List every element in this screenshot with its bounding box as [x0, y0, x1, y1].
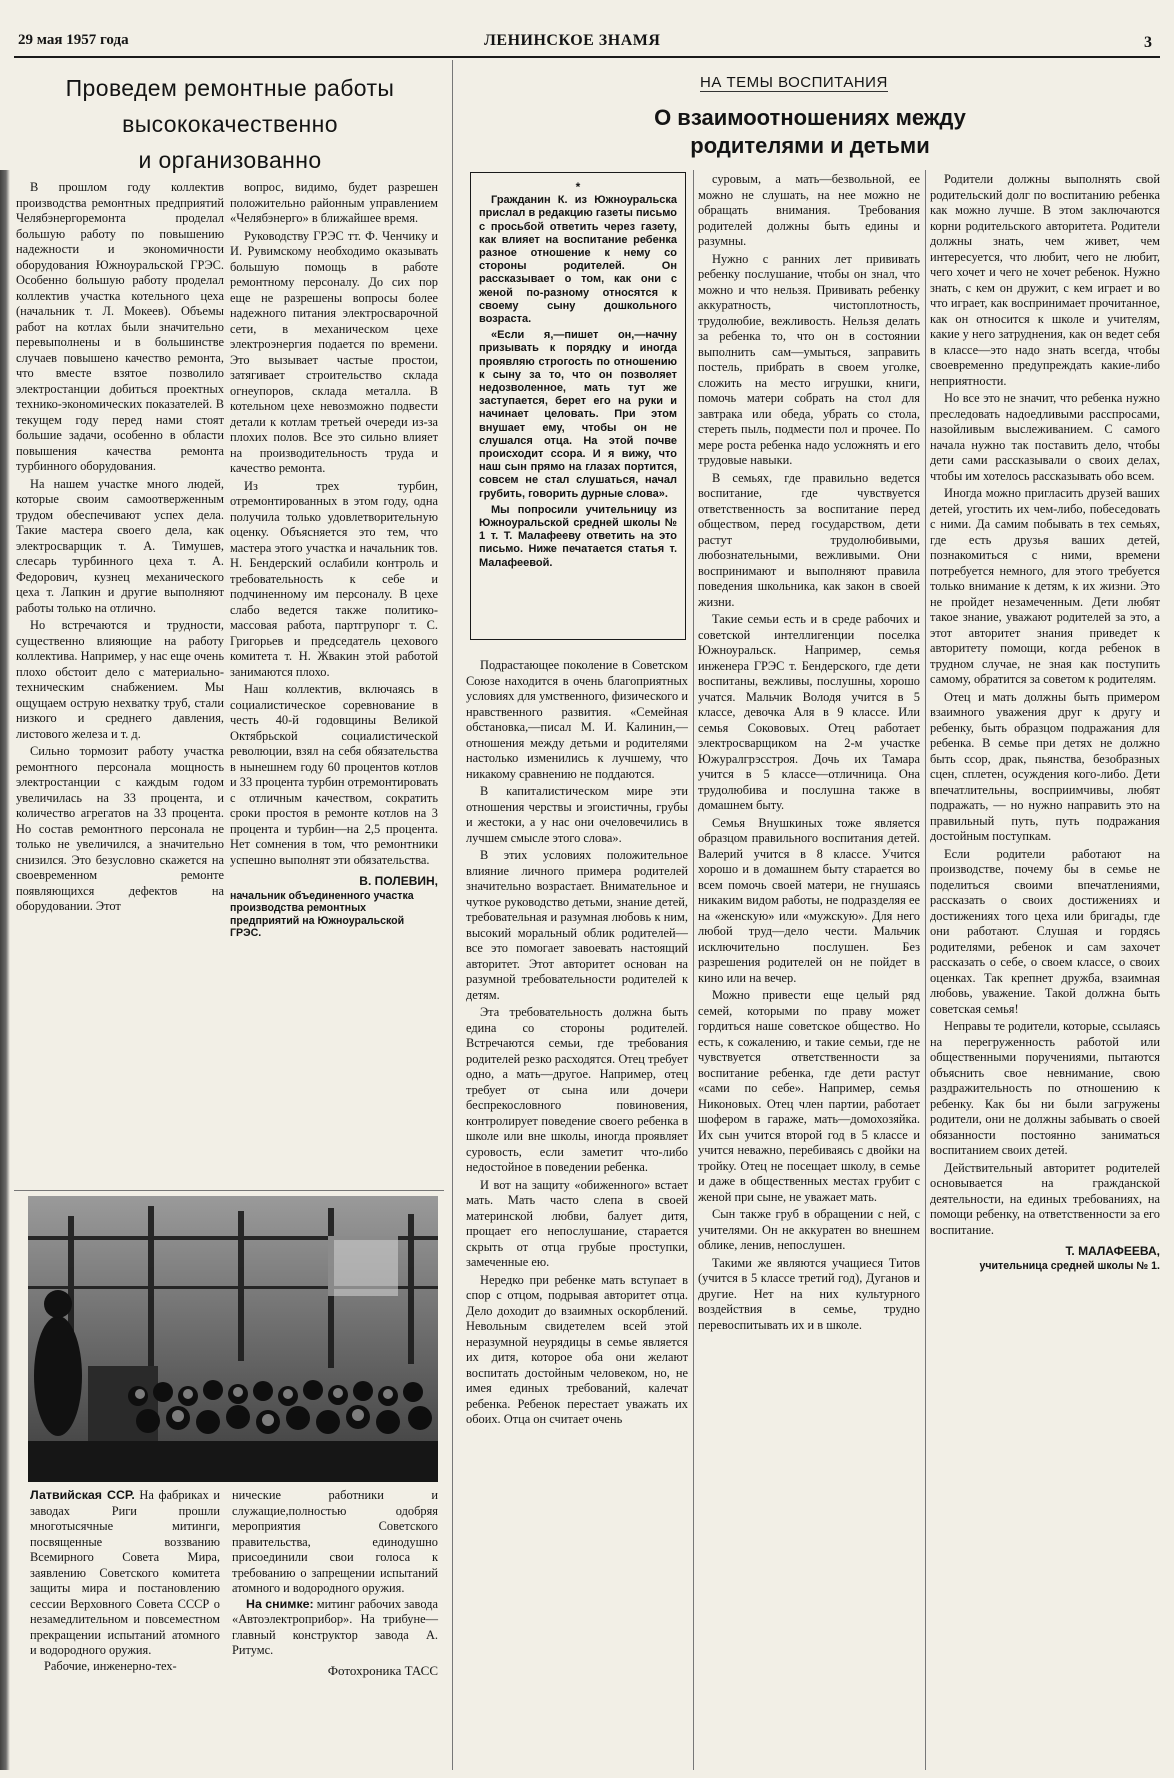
- caption-text: На фабриках и заводах Риги прошли многотысячные митинги, посвященные воззванию Всемирного Совета Мира, заявлению Советского комитета защиты мира и постановлению сессии Верховного Совета СССР о незамедлительном и повсеместном прекращении испытаний атомного и водородного оружия.: [30, 1488, 220, 1657]
- rally-photo: [28, 1196, 438, 1482]
- paragraph: Родители должны выполнять свой родительский долг по воспитанию ребенка как можно лучше. В этом заключаются корни родительского авторитета. Родители должны знать, чем живет, чем интересуется, что любит, чего не любит, чего хочет и чего не хочет ребенок. Нужно знать, с кем он дружит, с кем играет и во что играет, как воспринимает прочитанное, как он относится к школе и учителям, какие у него затруднения, как он ведет себя в классе—это надо знать всегда, чтобы своевременно предупреждать какие-либо неприятности.: [930, 172, 1160, 388]
- paragraph: И вот на защиту «обиженного» встает мать. Мать часто слепа в своей материнской любви, балует дитя, прощает его непослушание, старается скрыть от отца грубые проступки, замеченные ею.: [466, 1177, 688, 1269]
- paragraph: Подрастающее поколение в Советском Союзе находится в очень благоприятных условиях для умственного, физического и нравственного развития. «Семейная обстановка,—писал М. И. Калинин,—отношения между детьми и родителями настолько изменились к лучшему, что никакому сравнению не поддаются.: [466, 658, 688, 781]
- photo-caption-column-1: [30, 1488, 220, 1674]
- rally-photo-drawing: [28, 1196, 438, 1482]
- paragraph: Наш коллектив, включаясь в социалистическое соревнование в честь 40-й годовщины Великой Октябрьской социалистической революции, взял на себя обязательства в нынешнем году 60 процентов котлов и 33 процента турбин отремонтировать с отличным качеством, сократить сроки простоя в ремонте котлов на 3 процента и турбин—на 2,5 процента. Нет сомнения в том, что ремонтники успешно выполнят эти обязательства.: [230, 682, 438, 867]
- newspaper-name: ЛЕНИНСКОЕ ЗНАМЯ: [484, 32, 661, 49]
- paragraph: В этих условиях положительное влияние личного примера родителей значительно возрастает. Внимательное и чуткое руководство детьми, знание детей, требовательная и разумная любовь к ним, высокий моральный облик родителей—все это помогает завоевать настоящий авторитет. Этот авторитет основан на разумной требовательности родителей к детям.: [466, 848, 688, 1002]
- article-left-column-1: [16, 180, 224, 1190]
- headline-line: Проведем ремонтные работы: [65, 75, 395, 101]
- paragraph: Но встречаются и трудности, существенно влияющие на работу коллектива. Например, у нас еще очень плохо обстоит дело с материально-техническим снабжением. Мы ощущаем острую нехватку труб, стали низкого и среднего давления, листового железа и т. д.: [16, 618, 224, 741]
- paragraph: вопрос, видимо, будет разрешен положительно районным управлением «Челябэнерго» в ближайшее время.: [230, 180, 438, 225]
- paragraph: На нашем участке много людей, которые своим самоотверженным трудом обеспечивают успех дела. Такие мастера своего дела, как электросварщик т. А. Тимушев, слесарь турбинного цеха т. А. Федорович, кузнец механического цеха т. Лапкин и другие выполняют работы только на отлично.: [16, 476, 224, 615]
- divider: [693, 170, 694, 1770]
- photo-description: митинг рабочих завода «Автоэлектроприбор». На трибуне—главный конструктор завода А. Ритумс.: [232, 1596, 438, 1657]
- divider: [452, 60, 453, 1770]
- paragraph: Такие семьи есть и в среде рабочих и советской интеллигенции поселка Южноуральск. Например, семья инженера ГРЭС т. Бендерского, где дети воспитаны, вежливы, послушны, хорошо учатся. Мальчик Володя учится в 5 классе, девочка Аля в 9 классе. Или семья Сокововых. Отец работает электросварщиком на 2-м участке Южуралгрэсстроя. Дочь их Тамара учится в 5 классе—отличница. Она трудолюбива и послушна также в домашнем быту.: [698, 612, 920, 812]
- headline-line: О взаимоотношениях между: [654, 105, 966, 130]
- page-number: 3: [1144, 34, 1152, 51]
- paragraph: Можно привести еще целый ряд семей, которыми по праву может гордиться наше советское общество. Но есть, к сожалению, и такие семьи, где не чувствуется ответственности за воспитание ребенка, где дети растут «сами по себе». Например, семья Никоновых. Отец член партии, работает шофером в гараже, мать—домохозяйка. Их сын учится второй год в 5 классе и учится неважно, перебиваясь с двойки на тройку. Отец не посещает школу, в семье и даже в общественных местах грубит с женой при сыне, не уважает мать.: [698, 988, 920, 1204]
- inset-paragraph: «Если я,—пишет он,—начну призывать к порядку и иногда проявляю строгость по отношению к сыну за то, что он позволяет недозволенное, мать тут же заступается, берет его на руки и начинает целовать. При этом внушает ему, чтобы он не слушался отца. На этой почве происходит ссора. И я вижу, что наш сын прямо на глазах портится, совсем не стал слушаться, начал грубить, говорить дурные слова».: [479, 329, 677, 500]
- caption-lead: Латвийская ССР.: [30, 1488, 135, 1502]
- paragraph: Нередко при ребенке мать вступает в спор с отцом, подрывая авторитет отца. Дело доходит до взаимных оскорблений. Невольным свидетелем всей этой неразумной неурядицы в семье является их дитя, которое оба они желают воспитать достойным человеком, но, не имея единых требований, калечат ребенка. Ребенок перестает уважать их обоих. Отца он считает очень: [466, 1272, 688, 1426]
- divider: [925, 170, 926, 1770]
- paragraph: Сильно тормозит работу участка ремонтного персонала мощность электростанции с каждым годом увеличилась на 33 процента, и количество агрегатов на 33 процента. Но состав ремонтного персонала не только не увеличился, а значительно снизился. Это безусловно скажется на своевременном ремонте появляющихся дефектов на оборудовании. Этот: [16, 744, 224, 913]
- photo-caption-column-2: [232, 1488, 438, 1678]
- author-title: начальник объединенного участка производства ремонтных предприятий на Южноуральской ГРЭС.: [230, 889, 414, 939]
- caption-text: нические работники и служащие,полностью одобряя мероприятия Советского правительства, единодушно присоединили свои голоса к требованию о запрещении испытаний атомного и водородного оружия.: [232, 1488, 438, 1595]
- star-icon: *: [575, 180, 581, 194]
- paragraph: Семья Внушкиных тоже является образцом правильного воспитания детей. Валерий учится в 8 классе. Учится хорошо и в домашнем быту старается во всем помочь своей матери, не гнушаясь никаким видом работы, не подразделяя ее на «женскую» или «мужскую». Для него любой труд—дело чести. Мальчик исключительно послушен. Без разрешения родителей он не пойдет в кино или на вечер.: [698, 815, 920, 985]
- editorial-inset-box: [470, 172, 686, 640]
- paragraph: Но все это не значит, что ребенка нужно преследовать надоедливыми расспросами, назойливым выслеживанием. С самого начала нужно так поставить дело, чтобы дети сами рассказывали о своих делах, чтобы им хотелось рассказывать обо всем.: [930, 391, 1160, 483]
- author-signature: В. ПОЛЕВИН,: [359, 874, 438, 888]
- paragraph: В семьях, где правильно ведется воспитание, где чувствуется ответственность за воспитание перед обществом, перед государством, дети растут трудолюбивыми, любознательными, вежливыми. Они воспринимают и выполняют правила поведения школьника, как закон в своей жизни.: [698, 470, 920, 609]
- paragraph: В прошлом году коллектив производства ремонтных предприятий Челябэнергоремонта проделал большую работу по повышению надежности и экономичности оборудования Южноуральской ГРЭС. Особенно большую работу проделал коллектив участка котельного цеха (начальник т. Л. Мокеев). Объемы работ на котлах были значительно перевыполнены и в большинстве случаев повышено качество ремонта, что вместе взятое позволило электростанции добиться проектных технико-экономических показателей. В текущем году перед нами стоят большие задачи, особенно в области повышения качества ремонта турбинного оборудования.: [16, 180, 224, 473]
- article-right-column-1: [466, 658, 688, 1770]
- author-title: учительница средней школы № 1.: [979, 1259, 1160, 1272]
- paragraph: Неправы те родители, которые, ссылаясь на перегруженность работой или общественными поручениями, пытаются объяснить свое невнимание, свою раздражительность по отношению к ребенку. Как бы ни были загружены родители, они не должны забывать о своей обязанности постоянно заниматься воспитанием своих детей.: [930, 1019, 1160, 1157]
- divider: [14, 1190, 444, 1191]
- headline-line: и организованно: [138, 147, 322, 173]
- article-right-column-2: [698, 172, 920, 1770]
- paragraph: Действительный авторитет родителей основывается на гражданской деятельности, на единых требованиях, на помощи ребенку, на ответственности за его воспитание.: [930, 1160, 1160, 1237]
- page-binding-shadow: [0, 170, 10, 1770]
- article-left-headline: [30, 70, 430, 178]
- article-right-column-3: [930, 172, 1160, 1770]
- author-signature: Т. МАЛАФЕЕВА,: [1065, 1244, 1160, 1258]
- paragraph: Руководству ГРЭС тт. Ф. Ченчику и И. Рувимскому необходимо оказывать большую помощь в работе ремонтному персоналу. До сих пор еще не разрешены вопросы более надежного питания электросварочной сети, в механическом цехе электроэнергия подается по времени. Это вызывает частые простои, затягивает строительство склада огнеупоров, склада металла. В котельном цехе невозможно подвести детали к котлам третьей очереди из-за плохих полов. Все это сильно влияет на производительность труда и качество ремонта.: [230, 228, 438, 475]
- paragraph: Нужно с ранних лет прививать ребенку послушание, чтобы он знал, что можно и что нельзя. Прививать ребенку аккуратность, чистоплотность, трудолюбие, вежливость. Нельзя делать за ребенка то, что он в состоянии выполнить сам—умыться, заправить постель, прибрать в своем уголке, сложить на место игрушки, книги, помочь матери собрать на стол для завтрака или обеда, убрать со стола, стереть пыль, подмести пол и прочее. По мере роста ребенка надо усложнять и его трудовые навыки.: [698, 251, 920, 467]
- paragraph: суровым, а мать—безвольной, ее можно не слушать, на нее можно не обращать внимания. Требования родителей должны быть едины и разумны.: [698, 172, 920, 248]
- paragraph: Иногда можно пригласить друзей ваших детей, угостить их чем-либо, побеседовать с ними. Да самим побывать в тех семьях, где есть друзья ваших детей, познакомиться с ними, времени потребуется немного, для этого требуется только внимание к детям, к их жизни. Это не пройдет незамеченным. Дети любят такое знание, уважают родителей за это, а этот авторитет знания приведет к авторитету помощи, когда ребенок в трудном случае, не зная как поступить самому, обратится за советом к родителям.: [930, 486, 1160, 686]
- photo-label: На снимке:: [246, 1596, 314, 1611]
- inset-paragraph: Гражданин К. из Южноуральска прислал в редакцию газеты письмо с просьбой ответить через газету, как влияет на воспитание ребенка разное отношение к нему со стороны родителей. Он рассказывает о том, как они с женой по-разному относятся к своему сыну дошкольного возраста.: [479, 194, 677, 326]
- paragraph: Отец и мать должны быть примером взаимного уважения друг к другу и ребенку, быть образцом подражания для ребенка. В семье при детях не должно быть ссор, драк, пьянства, безобразных сцен, сплетен, осуждения кого-либо. Дети впечатлительны, восприимчивы, любят подражать, — но нужно направить это на правильный путь, путь подражания достойным поступкам.: [930, 689, 1160, 843]
- masthead: [14, 32, 1160, 58]
- paragraph: Если родители работают на производстве, почему бы в семье не поделиться своими впечатлениями, рассказать о своих достижениях и достижениях того цеха или бригады, где они работают. Слушая и гордясь родителями, ребенок и сам захочет рассказать о себе, о своем классе, о своих оценках. Так крепнет дружба, взаимная любовь, уважение. Такой должна быть советская семья!: [930, 846, 1160, 1016]
- headline-line: родителями и детьми: [690, 133, 930, 158]
- paragraph: Такими же являются учащиеся Титов (учится в 5 классе третий год), Дуганов и другие. Нет на них культурного воздействия в семье, трудно перевоспитывать их и в школе.: [698, 1255, 920, 1332]
- paragraph: Эта требовательность должна быть едина со стороны родителей. Встречаются семьи, где требования родителей резко расходятся. Отец требует одно, а мать—другое. Например, отец требует от сына или дочери беспрекословного повиновения, контролирует поведение своего ребенка в школе или вне школы, иногда проявляет суровость, если заметит что-либо недостойное в поведении ребенка.: [466, 1005, 688, 1174]
- paragraph: Из трех турбин, отремонтированных в этом году, одна получила только удовлетворительную оценку. Объясняется это тем, что мастера этого участка и начальник тов. Н. Бендерский ослабили контроль и требовательность к себе и подчиненному им персоналу. В цехе слабо ведется также политико-массовая работа, партгрупорг т. С. Григорьев и председатель цехового комитета т. Н. Жвакин этой работой занимаются плохо.: [230, 478, 438, 679]
- article-left-column-2: [230, 180, 438, 1190]
- section-rubric: НА ТЕМЫ ВОСПИТАНИЯ: [700, 74, 888, 91]
- photo-credit: Фотохроника ТАСС: [327, 1662, 438, 1678]
- paragraph: В капиталистическом мире эти отношения черствы и эгоистичны, грубы и жестоки, а у нас они очеловечились в лучшем смысле этого слова».: [466, 784, 688, 845]
- issue-date: 29 мая 1957 года: [18, 32, 129, 48]
- article-right-headline: [600, 104, 1020, 160]
- caption-text-tail: Рабочие, инженерно-тех-: [44, 1658, 177, 1673]
- inset-paragraph: Мы попросили учительницу из Южноуральской средней школы № 1 т. Т. Малафееву ответить на это письмо. Ниже печатается статья т. Малафеевой.: [479, 503, 677, 569]
- headline-line: высококачественно: [122, 111, 338, 137]
- paragraph: Сын также груб в обращении с ней, с учителями. Он не аккуратен во внешнем облике, ленив, непослушен.: [698, 1207, 920, 1252]
